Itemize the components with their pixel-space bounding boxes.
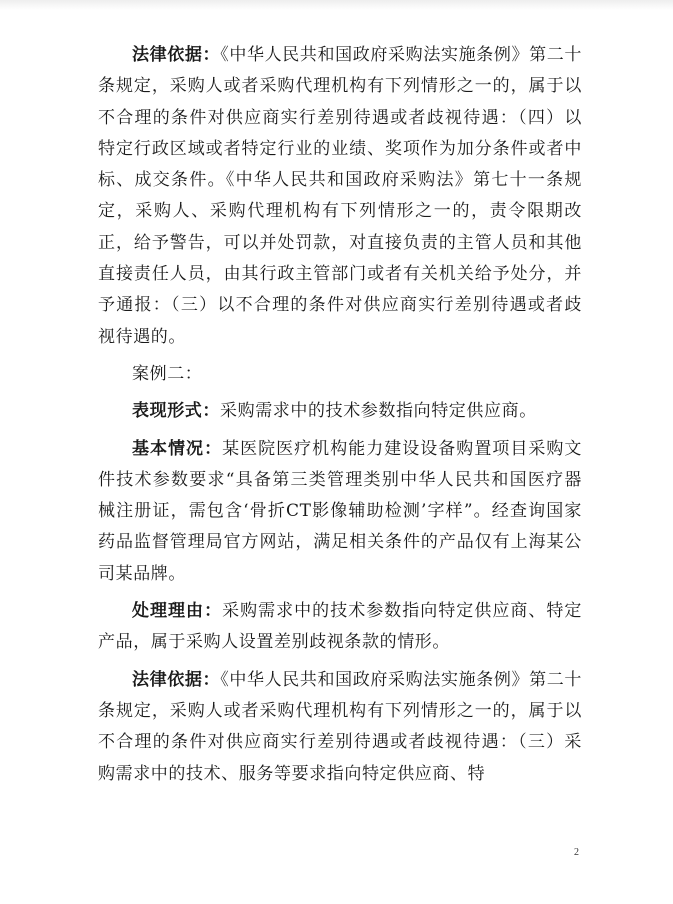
paragraph-text: 《中华人民共和国政府采购法实施条例》第二十条规定，采购人或者采购代理机构有下列情形之一的，属于以不合理的条件对供应商实行差别待遇或者歧视待遇：（三）采购需求中的技术、服务等要求指向特定供应商、特 <box>98 669 582 784</box>
paragraph-label: 法律依据： <box>132 45 221 65</box>
page-number: 2 <box>574 847 579 858</box>
paragraph-basic-situation <box>98 434 582 590</box>
paragraph-label: 法律依据： <box>132 669 221 690</box>
paragraph-text: 案例二： <box>132 363 203 384</box>
paragraph-label: 表现形式： <box>132 401 220 422</box>
paragraph-legal-basis-2 <box>98 665 582 790</box>
paragraph-manifestation <box>98 396 582 427</box>
page-top-edge <box>0 0 673 10</box>
document-body <box>98 40 582 796</box>
paragraph-label: 基本情况： <box>132 438 223 459</box>
paragraph-legal-basis-1 <box>98 40 582 353</box>
paragraph-handling-reason <box>98 596 582 659</box>
paragraph-text: 采购需求中的技术参数指向特定供应商、特定产品，属于采购人设置差别歧视条款的情形。 <box>98 601 583 653</box>
paragraph-case-heading <box>98 359 582 390</box>
paragraph-text: 某医院医疗机构能力建设设备购置项目采购文件技术参数要求“具备第三类管理类别中华人民共和国医疗器械注册证，需包含‘骨折CT影像辅助检测’字样”。经查询国家药品监督管理局官方网站，满足相关条件的产品仅有上海某公司某品牌。 <box>98 438 583 584</box>
paragraph-text: 采购需求中的技术参数指向特定供应商。 <box>220 401 537 422</box>
paragraph-label: 处理理由： <box>132 601 223 622</box>
paragraph-text: 《中华人民共和国政府采购法实施条例》第二十条规定，采购人或者采购代理机构有下列情形之一的，属于以不合理的条件对供应商实行差别待遇或者歧视待遇：（四）以特定行政区域或者特定行业的业绩、奖项作为加分条件或者中标、成交条件。《中华人民共和国政府采购法》第七十一条规定，采购人、采购代理机构有下列情形之一的，责令限期改正，给予警告，可以并处罚款，对直接负责的主管人员和其他直接责任人员，由其行政主管部门或者有关机关给予处分，并予通报：（三）以不合理的条件对供应商实行差别待遇或者歧视待遇的。 <box>98 45 582 347</box>
